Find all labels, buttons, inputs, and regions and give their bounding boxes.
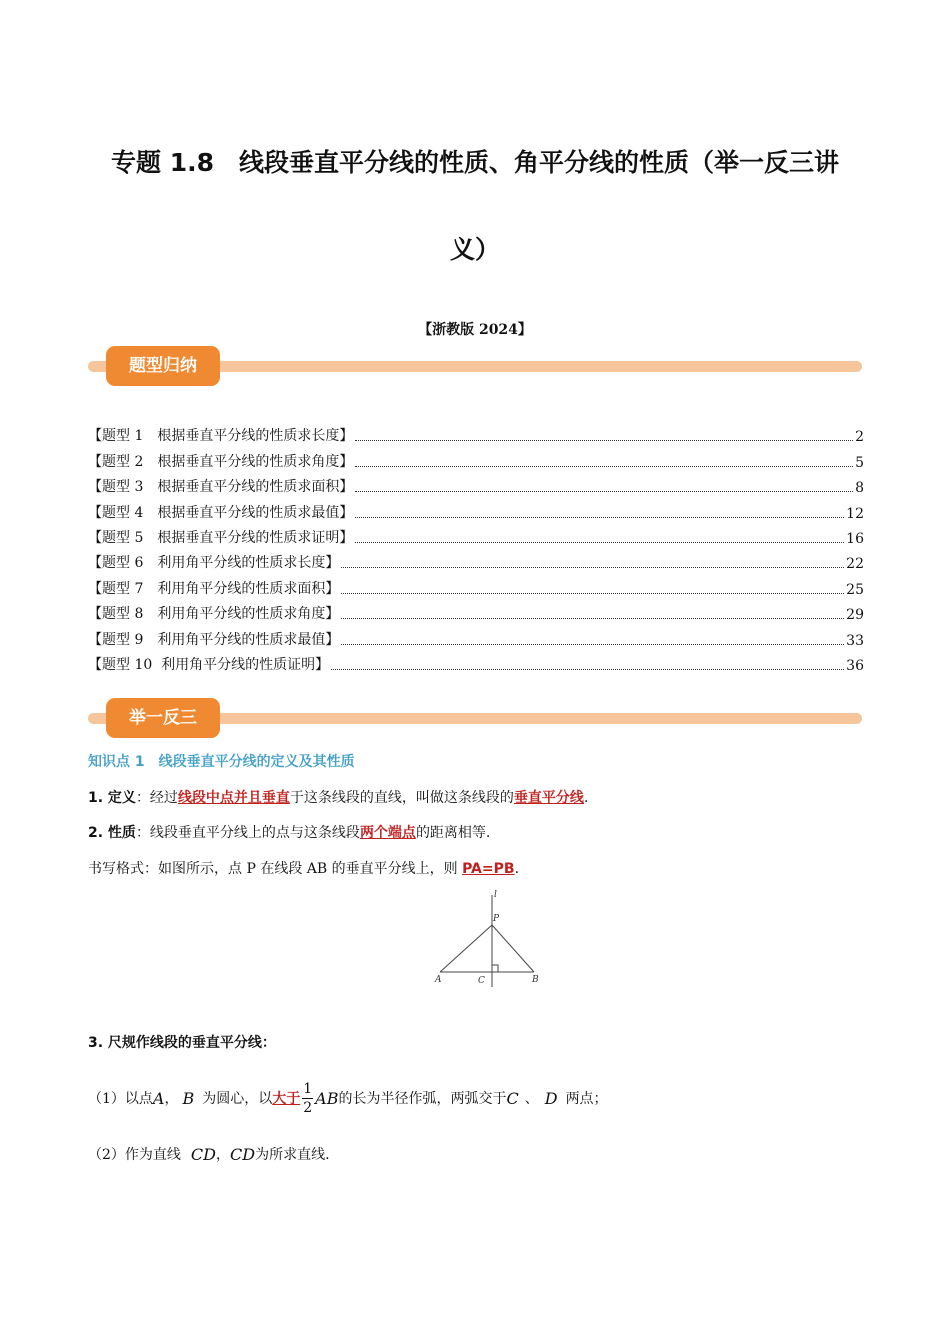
math-c: C <box>506 1088 519 1108</box>
text-span: 、 <box>524 1091 539 1107</box>
right-angle-mark <box>492 965 498 972</box>
label-a: A <box>435 975 442 985</box>
math-a: A <box>152 1088 165 1108</box>
text-span: . <box>583 790 589 806</box>
text-span: ， <box>164 1091 179 1107</box>
toc-entry-page: 5 <box>855 454 864 471</box>
label-b: B <box>532 975 539 985</box>
toc-entry-page: 8 <box>855 480 864 497</box>
toc-leader-dots <box>341 618 844 619</box>
definition-lead: 1. 定义 <box>88 790 136 806</box>
toc-leader-dots <box>341 593 844 594</box>
text-span: 两点； <box>565 1091 608 1107</box>
knowledge-heading: 知识点 1 线段垂直平分线的定义及其性质 <box>88 754 355 770</box>
highlight-greater-than: 大于 <box>272 1091 301 1107</box>
toc-leader-dots <box>331 669 844 670</box>
text-span: （2）作为直线 <box>88 1147 181 1163</box>
fraction-denominator: 2 <box>303 1099 313 1116</box>
construction-heading: 3. 尺规作线段的垂直平分线： <box>88 1035 276 1051</box>
text-span: 的距离相等. <box>415 825 491 841</box>
math-ab: AB <box>315 1088 339 1108</box>
math-cd: CD <box>230 1144 256 1164</box>
segment-pa <box>440 925 492 972</box>
toc-entry-label: 【题型 6 利用角平分线的性质求长度】 <box>88 555 340 572</box>
toc-entry[interactable] <box>88 445 864 470</box>
construction-step-2 <box>88 1144 330 1164</box>
toc-entry[interactable] <box>88 547 864 572</box>
toc-entry[interactable] <box>88 496 864 521</box>
fraction-numerator: 1 <box>303 1080 313 1097</box>
perpendicular-bisector-figure <box>430 885 550 990</box>
toc-entry[interactable] <box>88 623 864 648</box>
text-span: （1）以点 <box>88 1091 153 1107</box>
text-span: . <box>514 861 520 877</box>
toc-leader-dots <box>355 466 853 467</box>
highlight-perpendicular-bisector: 垂直平分线 <box>513 790 584 806</box>
text-span: ：经过 <box>135 790 178 806</box>
toc-leader-dots <box>341 567 844 568</box>
toc-banner <box>88 346 862 386</box>
toc-entry-page: 33 <box>846 632 864 649</box>
label-l: l <box>494 890 497 900</box>
examples-banner <box>88 698 862 738</box>
table-of-contents <box>88 420 864 674</box>
definition-paragraph <box>88 787 588 807</box>
toc-leader-dots <box>341 644 844 645</box>
highlight-two-endpoints: 两个端点 <box>359 825 416 841</box>
toc-entry-page: 36 <box>846 657 864 674</box>
math-cd: CD <box>190 1144 216 1164</box>
math-d: D <box>544 1088 558 1108</box>
toc-leader-dots <box>355 440 853 441</box>
banner-tag: 举一反三 <box>106 698 220 738</box>
label-p: P <box>493 914 500 924</box>
text-span: ， <box>216 1147 230 1163</box>
toc-entry[interactable] <box>88 522 864 547</box>
format-paragraph <box>88 858 519 878</box>
page-title-line2: 义） <box>449 235 500 264</box>
toc-entry[interactable] <box>88 598 864 623</box>
toc-entry[interactable] <box>88 471 864 496</box>
toc-entry-label: 【题型 3 根据垂直平分线的性质求面积】 <box>88 479 354 496</box>
toc-entry-label: 【题型 1 根据垂直平分线的性质求长度】 <box>88 428 354 445</box>
toc-leader-dots <box>355 542 844 543</box>
toc-entry-page: 25 <box>846 581 864 598</box>
toc-entry-label: 【题型 9 利用角平分线的性质求最值】 <box>88 631 340 648</box>
highlight-midpoint-perpendicular: 线段中点并且垂直 <box>177 790 290 806</box>
property-lead: 2. 性质 <box>88 825 136 841</box>
banner-tag: 题型归纳 <box>106 346 220 386</box>
toc-entry-page: 22 <box>846 556 864 573</box>
toc-leader-dots <box>355 491 853 492</box>
toc-leader-dots <box>355 517 844 518</box>
text-span: 书写格式：如图所示，点 P 在线段 AB 的垂直平分线上，则 <box>88 861 463 877</box>
toc-entry[interactable] <box>88 649 864 674</box>
toc-entry-label: 【题型 4 根据垂直平分线的性质求最值】 <box>88 504 354 521</box>
label-c: C <box>478 976 485 986</box>
text-span: ：线段垂直平分线上的点与这条线段 <box>135 825 360 841</box>
toc-entry[interactable] <box>88 420 864 445</box>
toc-entry-page: 16 <box>846 530 864 547</box>
text-span: 为所求直线. <box>255 1147 330 1163</box>
page-title-line1: 专题 1.8 线段垂直平分线的性质、角平分线的性质（举一反三讲 <box>111 148 839 177</box>
toc-entry-label: 【题型 8 利用角平分线的性质求角度】 <box>88 606 340 623</box>
toc-entry-label: 【题型 10 利用角平分线的性质证明】 <box>88 656 330 673</box>
construction-step-1 <box>88 1076 608 1120</box>
math-b: B <box>182 1088 195 1108</box>
highlight-pa-pb: PA=PB <box>462 861 515 877</box>
toc-entry-label: 【题型 2 根据垂直平分线的性质求角度】 <box>88 453 354 470</box>
text-span: 的长为半径作弧，两弧交于 <box>338 1091 507 1107</box>
fraction-one-half <box>302 1080 313 1117</box>
toc-entry-label: 【题型 7 利用角平分线的性质求面积】 <box>88 580 340 597</box>
toc-entry-page: 29 <box>846 607 864 624</box>
toc-entry-page: 12 <box>846 505 864 522</box>
text-span: 为圆心，以 <box>202 1091 273 1107</box>
toc-entry[interactable] <box>88 572 864 597</box>
edition-label: 【浙教版 2024】 <box>418 322 532 338</box>
property-paragraph <box>88 822 490 842</box>
toc-entry-label: 【题型 5 根据垂直平分线的性质求证明】 <box>88 529 354 546</box>
text-span: 于这条线段的直线，叫做这条线段的 <box>289 790 514 806</box>
toc-entry-page: 2 <box>855 429 864 446</box>
